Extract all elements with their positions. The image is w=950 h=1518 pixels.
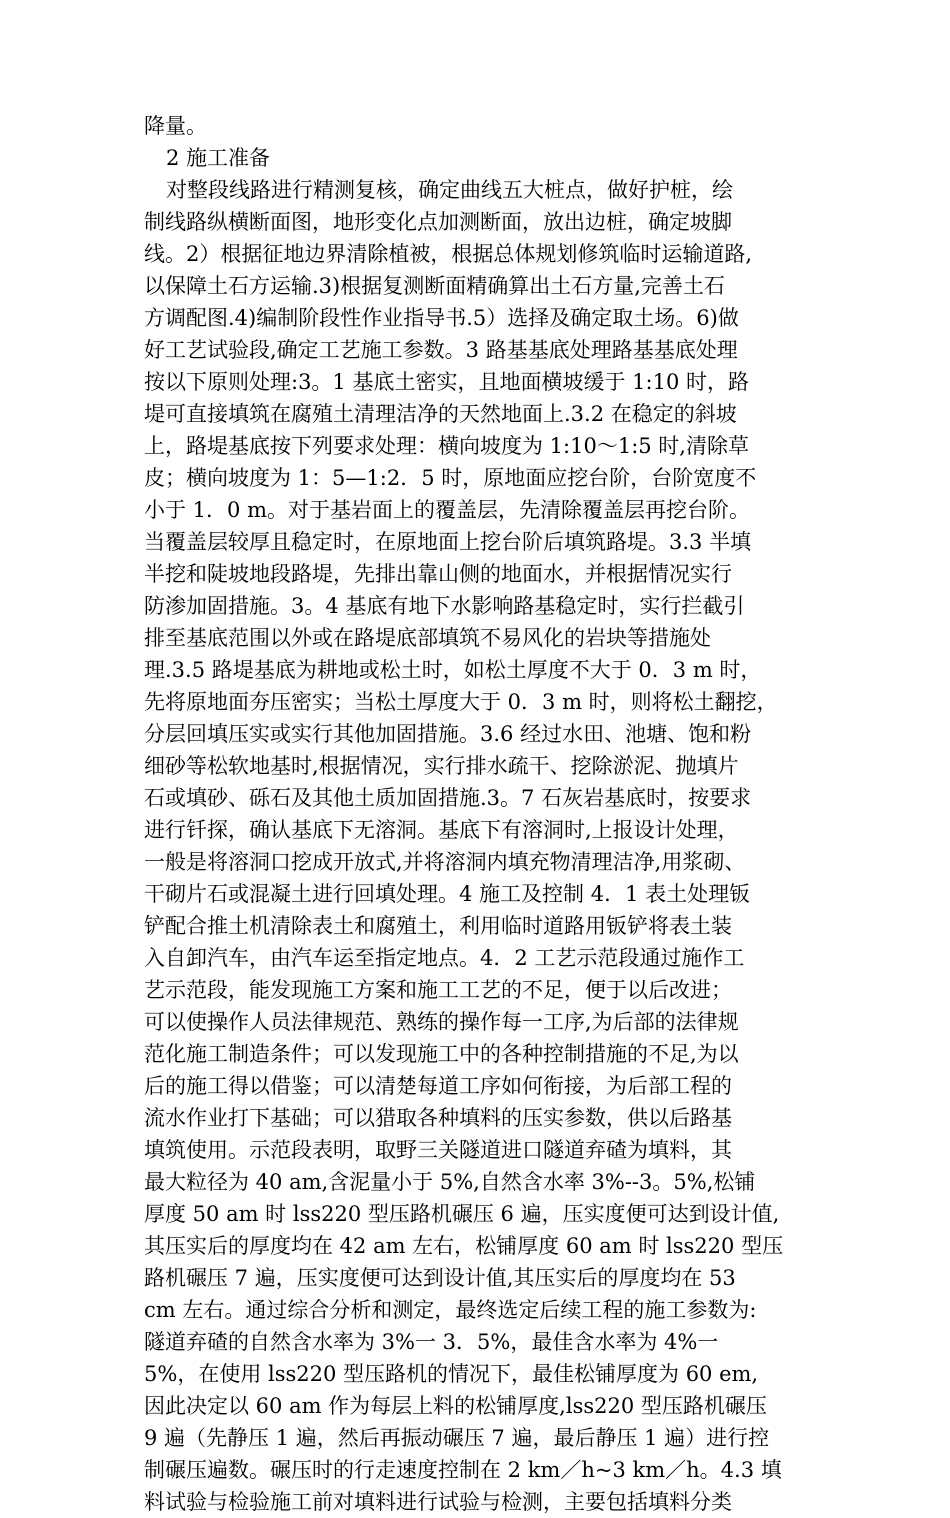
text-line: 后的施工得以借鉴；可以清楚每道工序如何衔接，为后部工程的 — [144, 1074, 732, 1098]
text-line: 细砂等松软地基时,根据情况，实行排水疏干、挖除淤泥、抛填片 — [144, 754, 739, 778]
section-heading: 2 施工准备 — [166, 146, 271, 170]
text-line: 堤可直接填筑在腐殖土清理洁净的天然地面上.3.2 在稳定的斜坡 — [144, 402, 737, 426]
text-line: 铲配合推土机清除表土和腐殖土，利用临时道路用钣铲将表土装 — [144, 914, 732, 938]
text-line: 5%，在使用 lss220 型压路机的情况下，最佳松铺厚度为 60 em, — [144, 1362, 759, 1386]
text-line: 流水作业打下基础；可以猎取各种填料的压实参数，供以后路基 — [144, 1106, 732, 1130]
text-line: 艺示范段，能发现施工方案和施工工艺的不足，便于以后改进； — [144, 978, 732, 1002]
text-line: 料试验与检验施工前对填料进行试验与检测，主要包括填料分类 — [144, 1490, 732, 1514]
text-line: 小于 1．0 m。对于基岩面上的覆盖层，先清除覆盖层再挖台阶。 — [144, 498, 750, 522]
text-line: 方调配图.4)编制阶段性作业指导书.5）选择及确定取土场。6)做 — [144, 306, 739, 330]
text-line: 可以使操作人员法律规范、熟练的操作每一工序,为后部的法律规 — [144, 1010, 739, 1034]
text-line: 分层回填压实或实行其他加固措施。3.6 经过水田、池塘、饱和粉 — [144, 722, 752, 746]
text-line: 范化施工制造条件；可以发现施工中的各种控制措施的不足,为以 — [144, 1042, 739, 1066]
text-line: 半挖和陡坡地段路堤，先排出靠山侧的地面水，并根据情况实行 — [144, 562, 732, 586]
text-line: 9 遍（先静压 1 遍，然后再振动碾压 7 遍，最后静压 1 遍）进行控 — [144, 1426, 770, 1450]
text-line: 皮；横向坡度为 1：5—1:2．5 时，原地面应挖台阶，台阶宽度不 — [144, 466, 757, 490]
text-line: 排至基底范围以外或在路堤底部填筑不易风化的岩块等措施处 — [144, 626, 711, 650]
text-line: 先将原地面夯压密实；当松土厚度大于 0．3 m 时，则将松土翻挖， — [144, 690, 778, 714]
text-line: 制碾压遍数。碾压时的行走速度控制在 2 km／h~3 km／h。4.3 填 — [144, 1458, 782, 1482]
text-line: 降量。 — [144, 114, 207, 138]
text-line: 厚度 50 am 时 lss220 型压路机碾压 6 遍，压实度便可达到设计值, — [144, 1202, 780, 1226]
text-line: 路机碾压 7 遍，压实度便可达到设计值,其压实后的厚度均在 53 — [144, 1266, 736, 1290]
text-line: 好工艺试验段,确定工艺施工参数。3 路基基底处理路基基底处理 — [144, 338, 738, 362]
text-line: 因此决定以 60 am 作为每层上料的松铺厚度,lss220 型压路机碾压 — [144, 1394, 767, 1418]
text-line: 其压实后的厚度均在 42 am 左右，松铺厚度 60 am 时 lss220 型压 — [144, 1234, 784, 1258]
text-line: 制线路纵横断面图，地形变化点加测断面，放出边桩，确定坡脚 — [144, 210, 732, 234]
text-line: 对整段线路进行精测复核，确定曲线五大桩点，做好护桩，绘 — [166, 178, 733, 202]
text-line: 线。2）根据征地边界清除植被，根据总体规划修筑临时运输道路, — [144, 242, 753, 266]
text-line: 防渗加固措施。3。4 基底有地下水影响路基稳定时，实行拦截引 — [144, 594, 745, 618]
text-line: 最大粒径为 40 am,含泥量小于 5%,自然含水率 3%--3。5%,松铺 — [144, 1170, 756, 1194]
text-line: 入自卸汽车，由汽车运至指定地点。4．2 工艺示范段通过施作工 — [144, 946, 745, 970]
text-line: 当覆盖层较厚且稳定时，在原地面上挖台阶后填筑路堤。3.3 半填 — [144, 530, 752, 554]
text-line: 隧道弃碴的自然含水率为 3%一 3．5%，最佳含水率为 4%一 — [144, 1330, 719, 1354]
text-line: 石或填砂、砾石及其他土质加固措施.3。7 石灰岩基底时，按要求 — [144, 786, 752, 810]
text-line: 以保障土石方运输.3)根据复测断面精确算出土石方量,完善土石 — [144, 274, 725, 298]
text-line: 按以下原则处理:3。1 基底土密实，且地面横坡缓于 1:10 时，路 — [144, 370, 749, 394]
text-line: 填筑使用。示范段表明，取野三关隧道进口隧道弃碴为填料，其 — [144, 1138, 732, 1162]
text-line: 理.3.5 路堤基底为耕地或松土时，如松土厚度不大于 0．3 m 时， — [144, 658, 762, 682]
text-line: 干砌片石或混凝土进行回填处理。4 施工及控制 4．1 表土处理钣 — [144, 882, 751, 906]
text-line: 上，路堤基底按下列要求处理：横向坡度为 1:10～1:5 时,清除草 — [144, 434, 749, 458]
document-body — [144, 110, 784, 1518]
text-line: 一般是将溶洞口挖成开放式,并将溶洞内填充物清理洁净,用浆砌、 — [144, 850, 746, 874]
text-line: cm 左右。通过综合分析和测定，最终选定后续工程的施工参数为: — [144, 1298, 757, 1322]
text-line: 进行钎探，确认基底下无溶洞。基底下有溶洞时,上报设计处理， — [144, 818, 739, 842]
